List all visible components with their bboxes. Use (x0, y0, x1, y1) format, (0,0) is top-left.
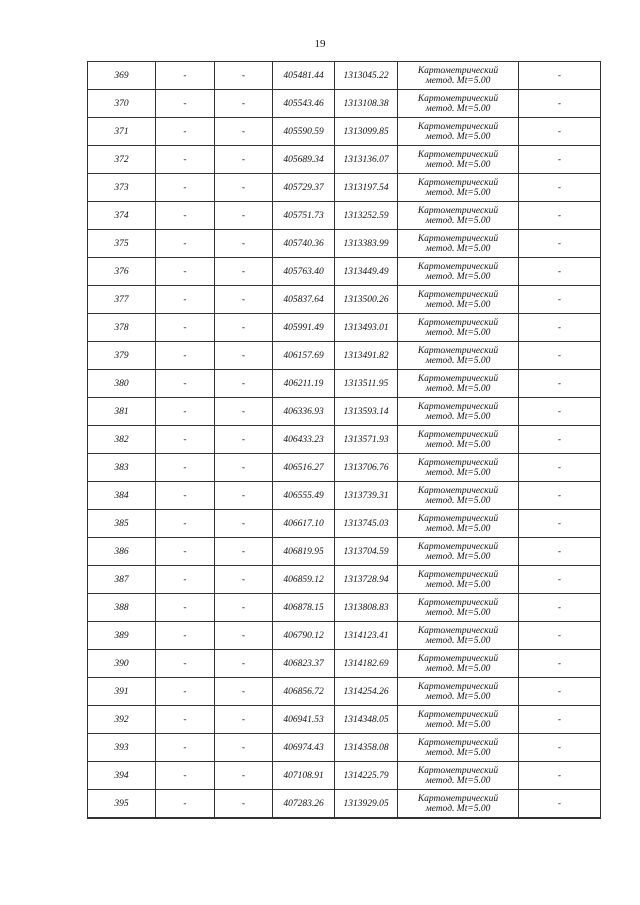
method-name: Картометрический (417, 401, 499, 412)
method-accuracy: метод. Mt=5.00 (425, 747, 491, 758)
table-row (88, 174, 601, 202)
empty-value-cell: - (215, 790, 273, 819)
empty-value-cell: - (156, 118, 215, 146)
description-cell: - (519, 762, 601, 790)
description-cell: - (519, 678, 601, 706)
table-row (88, 538, 601, 566)
empty-value-cell: - (156, 426, 215, 454)
x-coordinate-cell: 405991.49 (273, 314, 335, 342)
empty-value-cell: - (215, 118, 273, 146)
method-name: Картометрический (417, 233, 499, 244)
empty-value-cell: - (215, 482, 273, 510)
point-number-cell: 388 (88, 594, 156, 622)
empty-value-cell: - (156, 146, 215, 174)
method-cell (398, 314, 519, 342)
empty-value-cell: - (215, 762, 273, 790)
y-coordinate-cell: 1313383.99 (335, 230, 398, 258)
method-name: Картометрический (417, 345, 499, 356)
description-cell: - (519, 594, 601, 622)
x-coordinate-cell: 407108.91 (273, 762, 335, 790)
empty-value-cell: - (215, 706, 273, 734)
method-cell (398, 706, 519, 734)
empty-value-cell: - (156, 762, 215, 790)
empty-value-cell: - (156, 510, 215, 538)
y-coordinate-cell: 1313136.07 (335, 146, 398, 174)
point-number-cell: 377 (88, 286, 156, 314)
method-accuracy: метод. Mt=5.00 (425, 775, 491, 786)
method-accuracy: метод. Mt=5.00 (425, 579, 491, 590)
table-row (88, 790, 601, 819)
empty-value-cell: - (156, 174, 215, 202)
method-accuracy: метод. Mt=5.00 (425, 159, 491, 170)
empty-value-cell: - (215, 258, 273, 286)
method-name: Картометрический (417, 569, 499, 580)
empty-value-cell: - (215, 62, 273, 90)
empty-value-cell: - (156, 566, 215, 594)
empty-value-cell: - (156, 538, 215, 566)
empty-value-cell: - (215, 734, 273, 762)
method-name: Картометрический (417, 65, 499, 76)
method-name: Картометрический (417, 541, 499, 552)
table-row (88, 342, 601, 370)
method-accuracy: метод. Mt=5.00 (425, 467, 491, 478)
description-cell: - (519, 706, 601, 734)
method-accuracy: метод. Mt=5.00 (425, 215, 491, 226)
table-row (88, 118, 601, 146)
method-cell (398, 62, 519, 90)
description-cell: - (519, 650, 601, 678)
point-number-cell: 374 (88, 202, 156, 230)
description-cell: - (519, 454, 601, 482)
description-cell: - (519, 62, 601, 90)
table-row (88, 202, 601, 230)
y-coordinate-cell: 1314254.26 (335, 678, 398, 706)
y-coordinate-cell: 1313571.93 (335, 426, 398, 454)
empty-value-cell: - (156, 286, 215, 314)
method-cell (398, 622, 519, 650)
method-name: Картометрический (417, 597, 499, 608)
method-cell (398, 146, 519, 174)
table-row (88, 706, 601, 734)
method-cell (398, 482, 519, 510)
empty-value-cell: - (215, 426, 273, 454)
y-coordinate-cell: 1314358.08 (335, 734, 398, 762)
point-number-cell: 390 (88, 650, 156, 678)
x-coordinate-cell: 406516.27 (273, 454, 335, 482)
method-cell (398, 426, 519, 454)
method-accuracy: метод. Mt=5.00 (425, 691, 491, 702)
empty-value-cell: - (156, 202, 215, 230)
method-cell (398, 510, 519, 538)
description-cell: - (519, 734, 601, 762)
table-row (88, 566, 601, 594)
table-row (88, 650, 601, 678)
point-number-cell: 394 (88, 762, 156, 790)
x-coordinate-cell: 406819.95 (273, 538, 335, 566)
description-cell: - (519, 370, 601, 398)
method-accuracy: метод. Mt=5.00 (425, 187, 491, 198)
empty-value-cell: - (215, 594, 273, 622)
method-name: Картометрический (417, 681, 499, 692)
empty-value-cell: - (215, 678, 273, 706)
empty-value-cell: - (156, 594, 215, 622)
x-coordinate-cell: 406157.69 (273, 342, 335, 370)
method-accuracy: метод. Mt=5.00 (425, 551, 491, 562)
table-row (88, 146, 601, 174)
empty-value-cell: - (156, 622, 215, 650)
y-coordinate-cell: 1314225.79 (335, 762, 398, 790)
point-number-cell: 378 (88, 314, 156, 342)
empty-value-cell: - (215, 286, 273, 314)
method-cell (398, 678, 519, 706)
method-accuracy: метод. Mt=5.00 (425, 355, 491, 366)
y-coordinate-cell: 1313739.31 (335, 482, 398, 510)
empty-value-cell: - (215, 650, 273, 678)
method-accuracy: метод. Mt=5.00 (425, 383, 491, 394)
y-coordinate-cell: 1313252.59 (335, 202, 398, 230)
method-accuracy: метод. Mt=5.00 (425, 495, 491, 506)
empty-value-cell: - (156, 370, 215, 398)
description-cell: - (519, 566, 601, 594)
table-row (88, 314, 601, 342)
x-coordinate-cell: 406974.43 (273, 734, 335, 762)
y-coordinate-cell: 1313493.01 (335, 314, 398, 342)
y-coordinate-cell: 1313108.38 (335, 90, 398, 118)
y-coordinate-cell: 1313491.82 (335, 342, 398, 370)
method-accuracy: метод. Mt=5.00 (425, 131, 491, 142)
method-name: Картометрический (417, 485, 499, 496)
empty-value-cell: - (215, 146, 273, 174)
x-coordinate-cell: 405729.37 (273, 174, 335, 202)
table-row (88, 426, 601, 454)
x-coordinate-cell: 406211.19 (273, 370, 335, 398)
empty-value-cell: - (156, 230, 215, 258)
empty-value-cell: - (215, 90, 273, 118)
table-row (88, 90, 601, 118)
method-name: Картометрический (417, 177, 499, 188)
x-coordinate-cell: 406859.12 (273, 566, 335, 594)
empty-value-cell: - (156, 706, 215, 734)
empty-value-cell: - (156, 398, 215, 426)
method-accuracy: метод. Mt=5.00 (425, 719, 491, 730)
method-name: Картометрический (417, 765, 499, 776)
empty-value-cell: - (215, 342, 273, 370)
method-cell (398, 650, 519, 678)
method-name: Картометрический (417, 373, 499, 384)
method-name: Картометрический (417, 625, 499, 636)
description-cell: - (519, 426, 601, 454)
x-coordinate-cell: 405837.64 (273, 286, 335, 314)
method-cell (398, 454, 519, 482)
y-coordinate-cell: 1313045.22 (335, 62, 398, 90)
empty-value-cell: - (156, 454, 215, 482)
table-row (88, 62, 601, 90)
description-cell: - (519, 146, 601, 174)
x-coordinate-cell: 406823.37 (273, 650, 335, 678)
point-number-cell: 369 (88, 62, 156, 90)
method-name: Картометрический (417, 709, 499, 720)
method-cell (398, 398, 519, 426)
description-cell: - (519, 398, 601, 426)
empty-value-cell: - (156, 62, 215, 90)
y-coordinate-cell: 1313593.14 (335, 398, 398, 426)
table-row (88, 678, 601, 706)
empty-value-cell: - (215, 454, 273, 482)
x-coordinate-cell: 406856.72 (273, 678, 335, 706)
method-name: Картометрический (417, 149, 499, 160)
y-coordinate-cell: 1313511.95 (335, 370, 398, 398)
method-accuracy: метод. Mt=5.00 (425, 103, 491, 114)
x-coordinate-cell: 406878.15 (273, 594, 335, 622)
method-cell (398, 118, 519, 146)
empty-value-cell: - (215, 202, 273, 230)
empty-value-cell: - (156, 790, 215, 819)
point-number-cell: 376 (88, 258, 156, 286)
empty-value-cell: - (215, 566, 273, 594)
method-name: Картометрический (417, 121, 499, 132)
point-number-cell: 381 (88, 398, 156, 426)
method-cell (398, 538, 519, 566)
point-number-cell: 389 (88, 622, 156, 650)
method-accuracy: метод. Mt=5.00 (425, 663, 491, 674)
point-number-cell: 391 (88, 678, 156, 706)
y-coordinate-cell: 1313808.83 (335, 594, 398, 622)
description-cell: - (519, 286, 601, 314)
point-number-cell: 387 (88, 566, 156, 594)
description-cell: - (519, 230, 601, 258)
point-number-cell: 383 (88, 454, 156, 482)
table-row (88, 398, 601, 426)
x-coordinate-cell: 405481.44 (273, 62, 335, 90)
description-cell: - (519, 538, 601, 566)
table-row (88, 230, 601, 258)
method-accuracy: метод. Mt=5.00 (425, 635, 491, 646)
method-cell (398, 90, 519, 118)
description-cell: - (519, 790, 601, 819)
point-number-cell: 375 (88, 230, 156, 258)
method-accuracy: метод. Mt=5.00 (425, 271, 491, 282)
empty-value-cell: - (215, 370, 273, 398)
method-accuracy: метод. Mt=5.00 (425, 523, 491, 534)
y-coordinate-cell: 1313500.26 (335, 286, 398, 314)
x-coordinate-cell: 406433.23 (273, 426, 335, 454)
point-number-cell: 384 (88, 482, 156, 510)
description-cell: - (519, 90, 601, 118)
table-row (88, 370, 601, 398)
method-cell (398, 258, 519, 286)
method-cell (398, 594, 519, 622)
x-coordinate-cell: 405763.40 (273, 258, 335, 286)
description-cell: - (519, 202, 601, 230)
empty-value-cell: - (215, 622, 273, 650)
point-number-cell: 392 (88, 706, 156, 734)
x-coordinate-cell: 406790.12 (273, 622, 335, 650)
description-cell: - (519, 258, 601, 286)
point-number-cell: 395 (88, 790, 156, 819)
table-row (88, 762, 601, 790)
method-accuracy: метод. Mt=5.00 (425, 299, 491, 310)
method-name: Картометрический (417, 513, 499, 524)
y-coordinate-cell: 1313745.03 (335, 510, 398, 538)
method-cell (398, 566, 519, 594)
point-number-cell: 373 (88, 174, 156, 202)
y-coordinate-cell: 1314348.05 (335, 706, 398, 734)
table-row (88, 734, 601, 762)
y-coordinate-cell: 1313449.49 (335, 258, 398, 286)
x-coordinate-cell: 405740.36 (273, 230, 335, 258)
method-name: Картометрический (417, 317, 499, 328)
method-accuracy: метод. Mt=5.00 (425, 803, 491, 814)
table-row (88, 286, 601, 314)
method-cell (398, 762, 519, 790)
empty-value-cell: - (215, 510, 273, 538)
table-row (88, 454, 601, 482)
x-coordinate-cell: 407283.26 (273, 790, 335, 819)
description-cell: - (519, 482, 601, 510)
table-row (88, 258, 601, 286)
empty-value-cell: - (156, 342, 215, 370)
x-coordinate-cell: 405590.59 (273, 118, 335, 146)
x-coordinate-cell: 406617.10 (273, 510, 335, 538)
description-cell: - (519, 342, 601, 370)
description-cell: - (519, 314, 601, 342)
point-number-cell: 372 (88, 146, 156, 174)
table-row (88, 482, 601, 510)
empty-value-cell: - (156, 734, 215, 762)
method-accuracy: метод. Mt=5.00 (425, 243, 491, 254)
method-cell (398, 286, 519, 314)
empty-value-cell: - (215, 314, 273, 342)
method-name: Картометрический (417, 205, 499, 216)
point-number-cell: 371 (88, 118, 156, 146)
method-name: Картометрический (417, 457, 499, 468)
method-name: Картометрический (417, 261, 499, 272)
method-cell (398, 342, 519, 370)
method-accuracy: метод. Mt=5.00 (425, 411, 491, 422)
empty-value-cell: - (156, 678, 215, 706)
point-number-cell: 386 (88, 538, 156, 566)
page-number: 19 (314, 38, 326, 50)
method-name: Картометрический (417, 737, 499, 748)
method-accuracy: метод. Mt=5.00 (425, 75, 491, 86)
point-number-cell: 380 (88, 370, 156, 398)
table-row (88, 510, 601, 538)
description-cell: - (519, 622, 601, 650)
method-name: Картометрический (417, 93, 499, 104)
x-coordinate-cell: 405543.46 (273, 90, 335, 118)
method-name: Картометрический (417, 289, 499, 300)
point-number-cell: 379 (88, 342, 156, 370)
y-coordinate-cell: 1313197.54 (335, 174, 398, 202)
description-cell: - (519, 118, 601, 146)
y-coordinate-cell: 1313706.76 (335, 454, 398, 482)
description-cell: - (519, 510, 601, 538)
empty-value-cell: - (215, 174, 273, 202)
method-accuracy: метод. Mt=5.00 (425, 607, 491, 618)
empty-value-cell: - (156, 258, 215, 286)
table-row (88, 594, 601, 622)
empty-value-cell: - (156, 90, 215, 118)
x-coordinate-cell: 405689.34 (273, 146, 335, 174)
y-coordinate-cell: 1313099.85 (335, 118, 398, 146)
method-cell (398, 370, 519, 398)
coordinates-table-body (88, 62, 601, 819)
method-cell (398, 230, 519, 258)
method-cell (398, 734, 519, 762)
empty-value-cell: - (215, 398, 273, 426)
method-cell (398, 202, 519, 230)
x-coordinate-cell: 406336.93 (273, 398, 335, 426)
y-coordinate-cell: 1314123.41 (335, 622, 398, 650)
table-row (88, 622, 601, 650)
method-name: Картометрический (417, 429, 499, 440)
x-coordinate-cell: 406941.53 (273, 706, 335, 734)
method-accuracy: метод. Mt=5.00 (425, 327, 491, 338)
empty-value-cell: - (215, 230, 273, 258)
point-number-cell: 385 (88, 510, 156, 538)
empty-value-cell: - (156, 650, 215, 678)
point-number-cell: 393 (88, 734, 156, 762)
method-cell (398, 790, 519, 819)
method-accuracy: метод. Mt=5.00 (425, 439, 491, 450)
y-coordinate-cell: 1313929.05 (335, 790, 398, 819)
method-name: Картометрический (417, 653, 499, 664)
empty-value-cell: - (156, 314, 215, 342)
x-coordinate-cell: 406555.49 (273, 482, 335, 510)
point-number-cell: 382 (88, 426, 156, 454)
y-coordinate-cell: 1313704.59 (335, 538, 398, 566)
method-name: Картометрический (417, 793, 499, 804)
empty-value-cell: - (156, 482, 215, 510)
empty-value-cell: - (215, 538, 273, 566)
y-coordinate-cell: 1313728.94 (335, 566, 398, 594)
description-cell: - (519, 174, 601, 202)
x-coordinate-cell: 405751.73 (273, 202, 335, 230)
point-number-cell: 370 (88, 90, 156, 118)
coordinates-table (87, 61, 601, 819)
method-cell (398, 174, 519, 202)
y-coordinate-cell: 1314182.69 (335, 650, 398, 678)
